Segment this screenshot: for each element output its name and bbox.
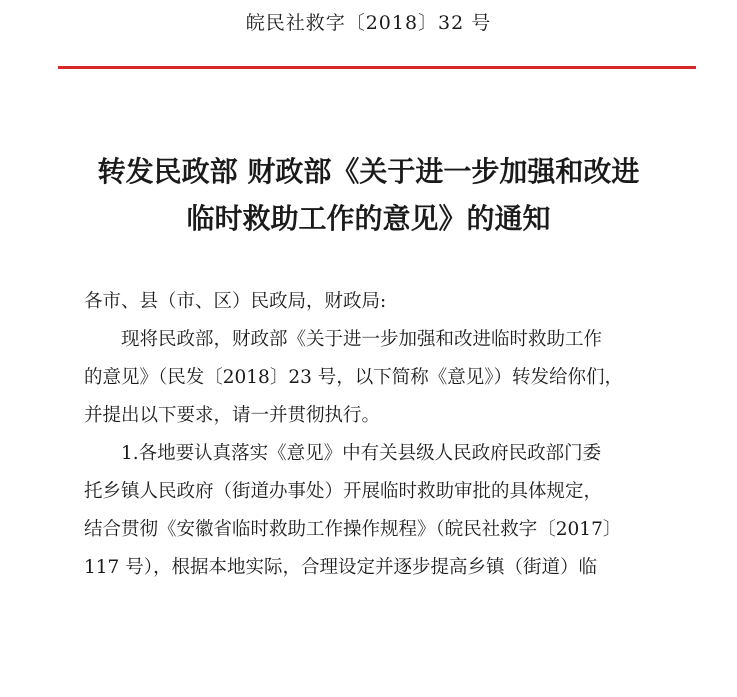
body-line: 117 号），根据本地实际，合理设定并逐步提高乡镇（街道）临 (84, 557, 597, 578)
title-line-2: 临时救助工作的意见》的通知 (186, 202, 551, 235)
body-line: 托乡镇人民政府（街道办事处）开展临时救助审批的具体规定， (84, 481, 603, 502)
document-number: 皖民社救字〔2018〕32 号 (245, 12, 492, 34)
body-line: 并提出以下要求，请一并贯彻执行。 (84, 405, 381, 426)
document-title (0, 148, 737, 242)
body-line: 的意见》（民发〔2018〕23 号，以下简称《意见》）转发给你们， (84, 367, 624, 388)
title-line-1: 转发民政部 财政部《关于进一步加强和改进 (97, 155, 640, 188)
document-body (84, 283, 684, 587)
body-line: 1.各地要认真落实《意见》中有关县级人民政府民政部门委 (121, 443, 602, 464)
body-line: 结合贯彻《安徽省临时救助工作操作规程》（皖民社救字〔2017〕 (84, 519, 622, 540)
red-header-rule (58, 66, 696, 69)
body-line: 现将民政部，财政部《关于进一步加强和改进临时救助工作 (121, 329, 603, 350)
salutation: 各市、县（市、区）民政局，财政局: (84, 291, 387, 312)
